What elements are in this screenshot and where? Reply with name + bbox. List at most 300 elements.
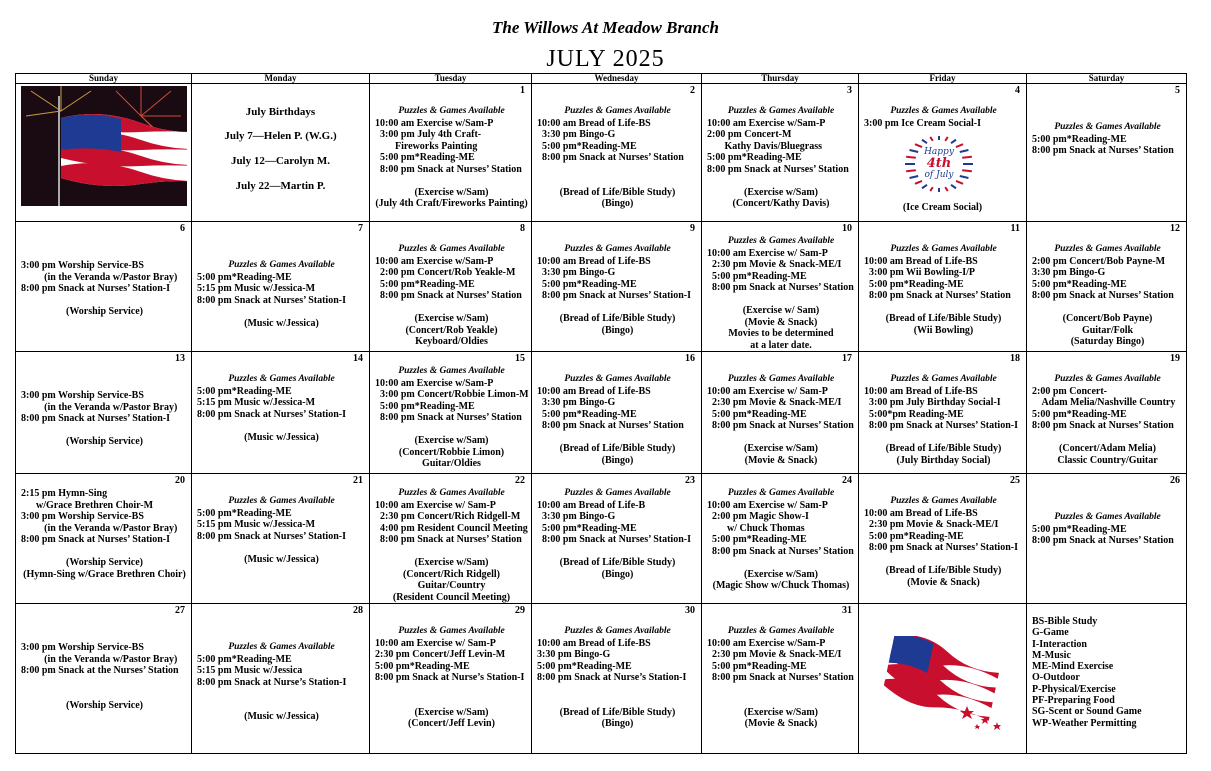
day-cell	[702, 604, 859, 754]
event-line: 3:30 pm Bingo-G	[537, 511, 616, 522]
weekday-tuesday: Tuesday	[370, 74, 532, 84]
event-line: 5:00 pm*Reading-ME	[864, 278, 964, 290]
day-number: 12	[1170, 223, 1180, 234]
day-cell-empty-fireworks	[16, 84, 192, 222]
event-line: 8:00 pm Snack at Nurse’s Station-I	[197, 676, 347, 688]
day-cell	[859, 222, 1027, 352]
event-line: 5:00 pm*Reading-ME	[375, 660, 470, 672]
abbreviation-legend	[1027, 604, 1186, 729]
event-line: (Music w/Jessica)	[244, 431, 319, 443]
event-line: 8:00 pm Snack at Nurses’ Station	[375, 290, 522, 301]
day-events	[16, 604, 191, 711]
day-cell	[702, 352, 859, 474]
event-line	[707, 684, 855, 696]
day-number: 15	[515, 353, 525, 364]
event-line: (Worship Service)	[66, 306, 143, 317]
puzzles-games-note: Puzzles & Games Available	[727, 626, 835, 636]
day-number: 31	[842, 605, 852, 616]
event-line: 5:00 pm*Reading-ME	[1032, 278, 1127, 290]
day-number: 10	[842, 223, 852, 234]
event-line: 5:00 pm*Reading-ME	[537, 522, 637, 534]
event-line: (Concert/Kathy Davis)	[732, 198, 830, 209]
facility-title: The Willows At Meadow Branch	[491, 18, 720, 37]
week-row-2	[16, 222, 1187, 352]
puzzles-games-note: Puzzles & Games Available	[398, 244, 505, 254]
day-number: 1	[520, 85, 525, 96]
day-number: 27	[175, 605, 185, 616]
puzzles-games-note: Puzzles & Games Available	[890, 496, 997, 506]
event-line: 5:00 pm*Reading-ME	[537, 278, 637, 290]
event-line: (Concert/Rob Yeakle)	[405, 324, 498, 336]
puzzles-games-note: Puzzles & Games Available	[890, 106, 997, 116]
event-line: 8:00 pm Snack at Nurses’ Station	[707, 672, 854, 683]
event-line	[707, 294, 855, 306]
event-line: 8:00 pm Snack at Nurses’ Station-I	[21, 283, 170, 294]
event-line	[537, 302, 698, 314]
day-cell	[859, 84, 1027, 222]
puzzles-games-note: Puzzles & Games Available	[1054, 244, 1161, 254]
day-number: 2	[690, 85, 695, 96]
event-line	[1032, 302, 1183, 314]
day-footer: (Ice Cream Social)	[902, 202, 983, 213]
day-cell	[370, 604, 532, 754]
legend-item: ME-Mind Exercise	[1032, 661, 1114, 673]
event-line: (Bread of Life/Bible Study)	[885, 443, 1002, 454]
day-number: 23	[685, 475, 695, 486]
badge-text: Happy	[924, 147, 954, 157]
event-line: (July Birthday Social)	[896, 454, 991, 466]
day-events	[192, 222, 369, 329]
event-line: (Bread of Life/Bible Study)	[559, 706, 676, 718]
event-line: 5:00 pm*Reading-ME	[375, 278, 475, 290]
day-events	[532, 604, 701, 730]
day-number: 25	[1010, 475, 1020, 486]
weekday-sunday: Sunday	[16, 74, 192, 84]
event-line: 5:00 pm*Reading-ME	[537, 408, 637, 420]
event-line: at a later date.	[750, 339, 812, 351]
event-line: 10:00 am Exercise w/Sam-P	[707, 637, 826, 649]
weekday-monday: Monday	[192, 74, 370, 84]
day-events	[532, 222, 701, 336]
event-line: (Exercise w/ Sam)	[742, 305, 820, 316]
event-line	[1032, 432, 1183, 444]
day-number: 13	[175, 353, 185, 364]
day-cell	[532, 352, 702, 474]
day-number: 16	[685, 353, 695, 364]
event-line: (in the Veranda w/Pastor Bray)	[31, 522, 178, 534]
week-row-5	[16, 604, 1187, 754]
event-line: (Movie & Snack)	[744, 454, 818, 466]
event-line	[537, 164, 698, 176]
day-number: 29	[515, 605, 525, 616]
event-line: w/Grace Brethren Choir-M	[21, 499, 154, 511]
day-cell	[532, 222, 702, 352]
birthday-list	[192, 84, 369, 192]
weekday-header-row	[16, 74, 1187, 84]
day-cell	[16, 352, 192, 474]
event-line: 2:00 pm Concert/Bob Payne-M	[1032, 255, 1166, 267]
event-line: 3:00 pm Worship Service-BS	[21, 260, 144, 271]
event-line: (Movie & Snack)	[744, 316, 818, 328]
event-line: Movies to be determined	[728, 328, 834, 339]
puzzles-games-note: Puzzles & Games Available	[1054, 374, 1161, 384]
event-line: 3:00 pm Worship Service-BS	[21, 642, 144, 653]
day-events	[16, 352, 191, 448]
day-cell	[702, 222, 859, 352]
event-line: (Worship Service)	[66, 436, 143, 447]
event-line: (Bingo)	[601, 454, 634, 466]
event-line: 8:00 pm Snack at Nurse’s Station-I	[375, 672, 525, 683]
day-number: 26	[1170, 475, 1180, 486]
event-line: 2:30 pm Concert/Rich Ridgell-M	[375, 511, 521, 522]
event-line: 5:00 pm*Reading-ME	[707, 152, 802, 163]
day-cell	[370, 222, 532, 352]
event-line	[375, 302, 528, 314]
puzzles-games-note: Puzzles & Games Available	[727, 488, 835, 498]
day-cell	[370, 474, 532, 604]
event-line: (Music w/Jessica)	[244, 317, 319, 329]
legend-item: G-Game	[1032, 627, 1069, 639]
event-line: 2:30 pm Movie & Snack-ME/I	[864, 519, 999, 530]
day-cell-empty-flag	[859, 604, 1027, 754]
day-number: 19	[1170, 353, 1180, 364]
event-line: 8:00 pm Snack at the Nurses’ Station	[21, 665, 179, 676]
event-line: 2:00 pm Concert/Rob Yeakle-M	[375, 267, 516, 278]
event-line: 2:30 pm Concert/Jeff Levin-M	[375, 649, 506, 660]
event-line: w/ Chuck Thomas	[707, 522, 805, 534]
puzzles-games-note: Puzzles & Games Available	[727, 106, 835, 116]
event-line: (Concert/Robbie Limon)	[398, 446, 505, 458]
day-cell	[532, 84, 702, 222]
event-line	[375, 546, 528, 558]
day-events	[192, 604, 369, 723]
event-line: 8:00 pm Snack at Nurses’ Station	[1032, 290, 1174, 301]
legend-cell	[1027, 604, 1187, 754]
event-line: 10:00 am Bread of Life-BS	[537, 117, 651, 129]
weekday-friday: Friday	[859, 74, 1027, 84]
weekday-saturday: Saturday	[1027, 74, 1187, 84]
day-number: 14	[353, 353, 363, 364]
event-line: 10:00 am Bread of Life-BS	[864, 255, 978, 267]
event-line: 2:00 pm Concert-	[1032, 385, 1107, 397]
day-cell	[532, 604, 702, 754]
event-line: 8:00 pm Snack at Nurses’ Station	[1032, 145, 1174, 156]
event-line: 5:00 pm*Reading-ME	[707, 534, 807, 545]
event-line: 8:00 pm Snack at Nurse’s Station-I	[537, 672, 687, 683]
event-line: (Wii Bowling)	[913, 324, 974, 336]
event-line	[197, 700, 366, 712]
event-line: 10:00 am Exercise w/ Sam-P	[375, 499, 496, 511]
day-cell	[1027, 352, 1187, 474]
event-line: Guitar/Folk	[1081, 324, 1134, 336]
event-line: (Bingo)	[601, 198, 634, 209]
day-cell	[1027, 222, 1187, 352]
day-events	[370, 84, 531, 210]
event-line: 8:00 pm Snack at Nurses’ Station	[707, 545, 854, 557]
event-line	[537, 175, 698, 187]
event-line: 5:15 pm Music w/Jessica-M	[197, 397, 316, 408]
event-line: 8:00 pm Snack at Nurses’ Station	[1032, 535, 1174, 546]
event-line: (Bingo)	[601, 324, 634, 336]
legend-item: WP-Weather Permitting	[1032, 717, 1137, 729]
badge-text: of July	[924, 170, 954, 180]
event-line: (July 4th Craft/Fireworks Painting)	[375, 198, 528, 209]
event-line	[197, 688, 366, 700]
event-line: 3:00 pm Ice Cream Social-I	[864, 117, 982, 129]
event-line: 5:00 pm*Reading-ME	[1032, 523, 1127, 535]
event-line: 8:00 pm Snack at Nurses’ Station-I	[864, 420, 1018, 431]
event-line: 5:00 pm*Reading-ME	[197, 385, 292, 397]
event-line	[21, 295, 188, 307]
event-line	[537, 546, 698, 558]
event-line: 5:00 pm*Reading-ME	[707, 660, 807, 672]
fireworks-flag-svg	[21, 86, 187, 206]
day-events	[859, 84, 1026, 129]
event-line: (Movie & Snack)	[744, 718, 818, 729]
calendar-grid	[15, 73, 1187, 754]
event-line: 8:00 pm Snack at Nurses’ Station	[1032, 420, 1174, 431]
event-line: 5:00 pm*Reading-ME	[707, 408, 807, 420]
event-line: (Concert/Bob Payne)	[1062, 313, 1153, 324]
event-line: (Exercise w/Sam)	[414, 313, 489, 324]
event-line: 2:00 pm Concert-M	[707, 129, 792, 140]
event-line: 8:00 pm Snack at Nurses’ Station-I	[21, 413, 170, 424]
week-row-3	[16, 352, 1187, 474]
event-line: 10:00 am Exercise w/ Sam-P	[375, 637, 496, 649]
event-line: (Bread of Life/Bible Study)	[559, 313, 676, 324]
day-number: 17	[842, 353, 852, 364]
event-line: 10:00 am Bread of Life-B	[537, 499, 646, 511]
puzzles-games-note: Puzzles & Games Available	[1054, 122, 1161, 132]
legend-item: O-Outdoor	[1032, 672, 1080, 684]
legend-item: I-Interaction	[1032, 638, 1087, 650]
puzzles-games-note: Puzzles & Games Available	[398, 626, 505, 636]
day-number: 21	[353, 475, 363, 486]
event-line: 5:00*pm Reading-ME	[864, 408, 964, 420]
puzzles-games-note: Puzzles & Games Available	[228, 642, 335, 652]
event-line: 5:00 pm*Reading-ME	[1032, 408, 1127, 420]
day-events	[532, 474, 701, 580]
legend-item: SG-Scent or Sound Game	[1032, 706, 1142, 718]
puzzles-games-note: Puzzles & Games Available	[564, 626, 671, 636]
event-line: 5:00 pm*Reading-ME	[537, 140, 637, 152]
event-line	[197, 306, 366, 318]
event-line: (Hymn-Sing w/Grace Brethren Choir)	[23, 568, 186, 580]
event-line: Guitar/Oldies	[422, 458, 481, 469]
event-line: 8:00 pm Snack at Nurses’ Station	[537, 420, 684, 431]
event-line: (Bread of Life/Bible Study)	[559, 186, 676, 198]
fireworks-flag-image	[21, 86, 187, 206]
day-events	[370, 604, 531, 730]
event-line	[707, 432, 855, 444]
event-line	[21, 425, 188, 437]
event-line: (Concert/Rich Ridgell)	[403, 568, 500, 580]
event-line: 10:00 am Exercise w/ Sam-P	[707, 247, 828, 259]
event-line: (Bingo)	[601, 568, 634, 580]
event-line	[537, 684, 698, 696]
badge-text: 4th	[926, 156, 952, 171]
event-line: 10:00 am Exercise w/ Sam-P	[707, 385, 828, 397]
day-events	[859, 474, 1026, 588]
day-number: 8	[520, 223, 525, 234]
event-line: 10:00 am Exercise w/Sam-P	[375, 117, 494, 129]
event-line	[197, 420, 366, 432]
event-line: 10:00 am Bread of Life-BS	[864, 385, 978, 397]
event-line: (Worship Service)	[66, 699, 143, 711]
day-number: 18	[1010, 353, 1020, 364]
event-line: 5:00 pm*Reading-ME	[197, 653, 292, 665]
day-events	[702, 222, 858, 351]
event-line: 2:30 pm Movie & Snack-ME/I	[707, 397, 842, 408]
event-line: 8:00 pm Snack at Nurses’ Station	[707, 420, 854, 431]
event-line: (in the Veranda w/Pastor Bray)	[31, 653, 178, 665]
event-line: 8:00 pm Snack at Nurses’ Station	[537, 152, 684, 163]
day-number: 7	[358, 223, 363, 234]
event-line: 5:00 pm*Reading-ME	[1032, 133, 1127, 145]
day-cell	[16, 222, 192, 352]
event-line: (Bread of Life/Bible Study)	[885, 565, 1002, 576]
event-line	[21, 688, 188, 700]
event-line: 8:00 pm Snack at Nurses’ Station	[375, 534, 522, 545]
month-title: JULY 2025	[546, 46, 665, 72]
event-line: (Music w/Jessica)	[244, 711, 319, 722]
event-line	[375, 424, 528, 436]
event-line: 8:00 pm Snack at Nurses’ Station-I	[21, 534, 170, 545]
event-line: Guitar/Country	[417, 580, 486, 591]
day-cell	[370, 84, 532, 222]
event-line: 8:00 pm Snack at Nurses’ Station-I	[197, 530, 346, 542]
day-number: 22	[515, 475, 525, 486]
day-events	[702, 604, 858, 730]
event-line: 10:00 am Exercise w/Sam-P	[375, 377, 494, 389]
day-events	[1027, 352, 1186, 466]
day-events	[702, 474, 858, 592]
event-line: (in the Veranda w/Pastor Bray)	[31, 271, 178, 283]
event-line: (Exercise w/Sam)	[744, 443, 818, 454]
event-line: 5:15 pm Music w/Jessica-M	[197, 283, 316, 294]
day-number: 11	[1010, 223, 1020, 234]
event-line: 3:30 pm Bingo-G	[537, 649, 611, 660]
event-line: (Exercise w/Sam)	[414, 557, 489, 568]
day-events	[859, 222, 1026, 336]
day-events	[370, 352, 531, 470]
puzzles-games-note: Puzzles & Games Available	[890, 244, 997, 254]
day-events	[192, 352, 369, 443]
event-line: 10:00 am Bread of Life-BS	[537, 385, 651, 397]
puzzles-games-note: Puzzles & Games Available	[564, 244, 671, 254]
event-line: (Saturday Bingo)	[1070, 336, 1145, 347]
day-events	[1027, 222, 1186, 348]
week-row-4	[16, 474, 1187, 604]
day-number: 30	[685, 605, 695, 616]
event-line: (Movie & Snack)	[907, 576, 980, 588]
event-line: Kathy Davis/Bluegrass	[707, 140, 823, 152]
legend-item: BS-Bible Study	[1032, 616, 1098, 627]
event-line: (Exercise w/Sam)	[744, 706, 818, 718]
puzzles-games-note: Puzzles & Games Available	[564, 106, 671, 116]
day-cell	[702, 474, 859, 604]
legend-item: PF-Preparing Food	[1032, 695, 1115, 707]
event-line: 5:00 pm*Reading-ME	[707, 270, 807, 282]
event-line: (Exercise w/Sam)	[744, 568, 818, 580]
legend-item: M-Music	[1032, 649, 1071, 661]
event-line: 3:00 pm Wii Bowling-I/P	[864, 267, 976, 278]
event-line: 8:00 pm Snack at Nurses’ Station-I	[197, 294, 346, 306]
event-line: 8:00 pm Snack at Nurses’ Station-I	[197, 408, 346, 420]
puzzles-games-note: Puzzles & Games Available	[890, 374, 997, 384]
event-line: Adam Melia/Nashville Country	[1032, 397, 1176, 408]
birthdays-cell	[192, 84, 370, 222]
event-line: 3:30 pm Bingo-G	[1032, 267, 1106, 278]
puzzles-games-note: Puzzles & Games Available	[564, 488, 671, 498]
day-events	[370, 474, 531, 603]
event-line: 3:00 pm July Birthday Social-I	[864, 397, 1001, 408]
event-line	[707, 557, 855, 569]
happy-4th-badge	[899, 134, 979, 194]
event-line: (Exercise w/Sam)	[414, 186, 489, 198]
day-cell	[859, 474, 1027, 604]
birthday-heading: July Birthdays	[245, 106, 316, 118]
puzzles-games-note: Puzzles & Games Available	[398, 106, 505, 116]
event-line: (Exercise w/Sam)	[414, 706, 489, 718]
event-line	[864, 302, 1023, 314]
day-events	[859, 352, 1026, 466]
event-line: (Exercise w/Sam)	[414, 435, 489, 446]
event-line: 5:15 pm Music w/Jessica-M	[197, 519, 316, 530]
day-cell	[702, 84, 859, 222]
event-line: 8:00 pm Snack at Nurses’ Station-I	[537, 534, 691, 545]
event-line: 2:30 pm Movie & Snack-ME/I	[707, 649, 842, 660]
day-events	[1027, 474, 1186, 547]
event-line: (Resident Council Meeting)	[392, 591, 511, 603]
puzzles-games-note: Puzzles & Games Available	[564, 374, 671, 384]
weekday-wednesday: Wednesday	[532, 74, 702, 84]
day-events	[532, 352, 701, 466]
day-cell	[532, 474, 702, 604]
event-line: (Bingo)	[601, 718, 634, 729]
event-line	[707, 695, 855, 707]
event-line	[21, 546, 188, 558]
event-line: (Music w/Jessica)	[244, 553, 319, 565]
event-line: 3:30 pm Bingo-G	[537, 397, 616, 408]
event-line: 8:00 pm Snack at Nurses’ Station	[707, 163, 849, 175]
event-line: 8:00 pm Snack at Nurses’ Station	[375, 412, 522, 423]
day-cell	[192, 474, 370, 604]
event-line: (Concert/Adam Melia)	[1059, 443, 1156, 454]
birthday-entry: July 7—Helen P. (W.G.)	[224, 130, 337, 142]
event-line	[537, 432, 698, 444]
day-number: 4	[1015, 85, 1020, 96]
puzzles-games-note: Puzzles & Games Available	[727, 236, 835, 246]
waving-flag-image	[881, 636, 1006, 736]
day-events	[16, 222, 191, 318]
event-line: 3:00 pm July 4th Craft-	[375, 129, 482, 140]
puzzles-games-note: Puzzles & Games Available	[228, 260, 335, 270]
puzzles-games-note: Puzzles & Games Available	[398, 488, 505, 498]
day-events	[192, 474, 369, 565]
event-line: 5:00 pm*Reading-ME	[864, 530, 964, 542]
legend-item: P-Physical/Exercise	[1032, 683, 1116, 695]
event-line: 8:00 pm Snack at Nurses’ Station	[864, 290, 1011, 301]
day-cell	[16, 604, 192, 754]
event-line: 8:00 pm Snack at Nurses’ Station-I	[864, 542, 1018, 553]
waving-flag-svg	[881, 636, 1006, 731]
event-line	[375, 684, 528, 696]
day-events	[1027, 84, 1186, 157]
event-line: 3:00 pm Concert/Robbie Limon-M	[375, 389, 529, 400]
event-line	[537, 695, 698, 707]
event-line: Classic Country/Guitar	[1057, 454, 1158, 466]
